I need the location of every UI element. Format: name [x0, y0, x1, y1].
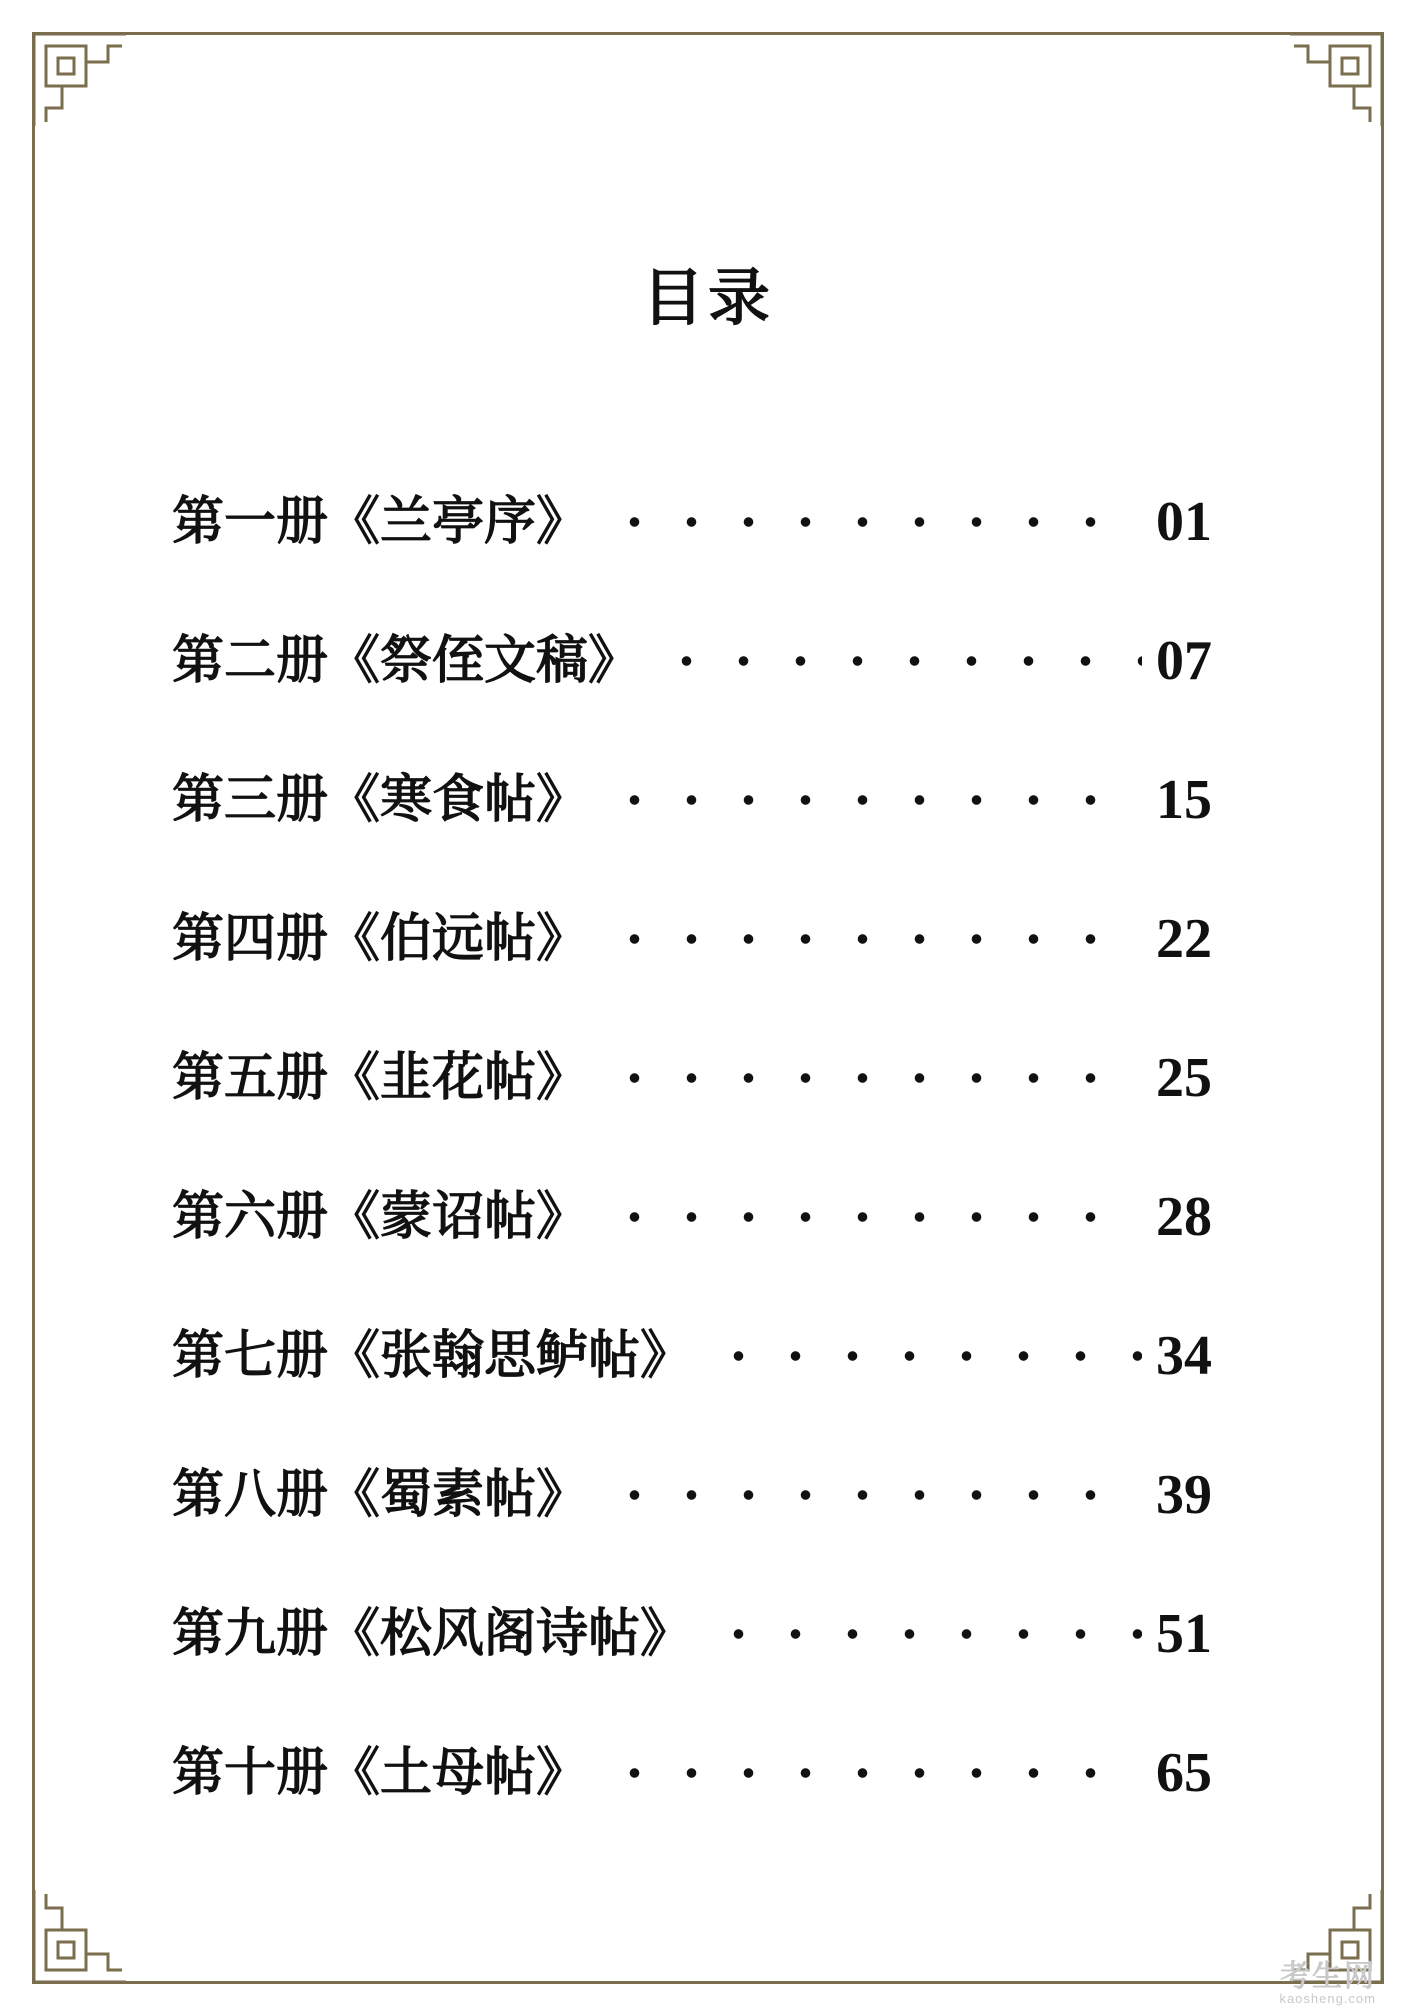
toc-entry[interactable]: [172, 452, 1212, 591]
toc-entry-page: 25: [1156, 1046, 1212, 1109]
leader-dots: [606, 794, 1142, 806]
toc-entry[interactable]: [172, 730, 1212, 869]
toc-entry[interactable]: [172, 1286, 1212, 1425]
leader-dots: [606, 933, 1142, 945]
leader-dots: [606, 1767, 1142, 1779]
toc-entry-page: 65: [1156, 1741, 1212, 1804]
toc-entry[interactable]: [172, 1564, 1212, 1703]
toc-entry-title: 第五册《韭花帖》: [172, 1046, 589, 1108]
toc-entry-title: 第七册《张翰思鲈帖》: [172, 1324, 693, 1386]
leader-dots: [710, 1628, 1142, 1640]
toc-entry-page: 01: [1156, 490, 1212, 553]
toc-entry-title: 第十册《土母帖》: [172, 1741, 589, 1803]
toc-entry[interactable]: [172, 591, 1212, 730]
toc-entry[interactable]: [172, 869, 1212, 1008]
toc-entry-page: 51: [1156, 1602, 1212, 1665]
corner-ornament-top-right: [1288, 32, 1384, 128]
toc-entry-page: 28: [1156, 1185, 1212, 1248]
leader-dots: [606, 1072, 1142, 1084]
leader-dots: [606, 516, 1142, 528]
toc-entry-title: 第六册《蒙诏帖》: [172, 1185, 589, 1247]
toc-entry[interactable]: [172, 1425, 1212, 1564]
toc-entry-title: 第三册《寒食帖》: [172, 768, 589, 830]
table-of-contents: [172, 452, 1212, 1842]
watermark-sub: kaosheng.com: [1279, 1991, 1376, 2006]
leader-dots: [710, 1350, 1142, 1362]
toc-entry-page: 34: [1156, 1324, 1212, 1387]
toc-entry[interactable]: [172, 1147, 1212, 1286]
leader-dots: [658, 655, 1142, 667]
leader-dots: [606, 1211, 1142, 1223]
toc-entry-title: 第二册《祭侄文稿》: [172, 629, 641, 691]
toc-entry-title: 第八册《蜀素帖》: [172, 1463, 589, 1525]
toc-entry-title: 第九册《松风阁诗帖》: [172, 1602, 693, 1664]
toc-entry-title: 第一册《兰亭序》: [172, 490, 589, 552]
leader-dots: [606, 1489, 1142, 1501]
toc-entry[interactable]: [172, 1008, 1212, 1147]
toc-entry-page: 07: [1156, 629, 1212, 692]
toc-entry[interactable]: [172, 1703, 1212, 1842]
watermark-main: 考生网: [1280, 1960, 1376, 1993]
watermark: [1216, 1951, 1376, 2006]
toc-entry-title: 第四册《伯远帖》: [172, 907, 589, 969]
toc-entry-page: 15: [1156, 768, 1212, 831]
corner-ornament-top-left: [32, 32, 128, 128]
toc-entry-page: 39: [1156, 1463, 1212, 1526]
page-title: 目录: [641, 261, 774, 334]
toc-entry-page: 22: [1156, 907, 1212, 970]
corner-ornament-bottom-left: [32, 1888, 128, 1984]
